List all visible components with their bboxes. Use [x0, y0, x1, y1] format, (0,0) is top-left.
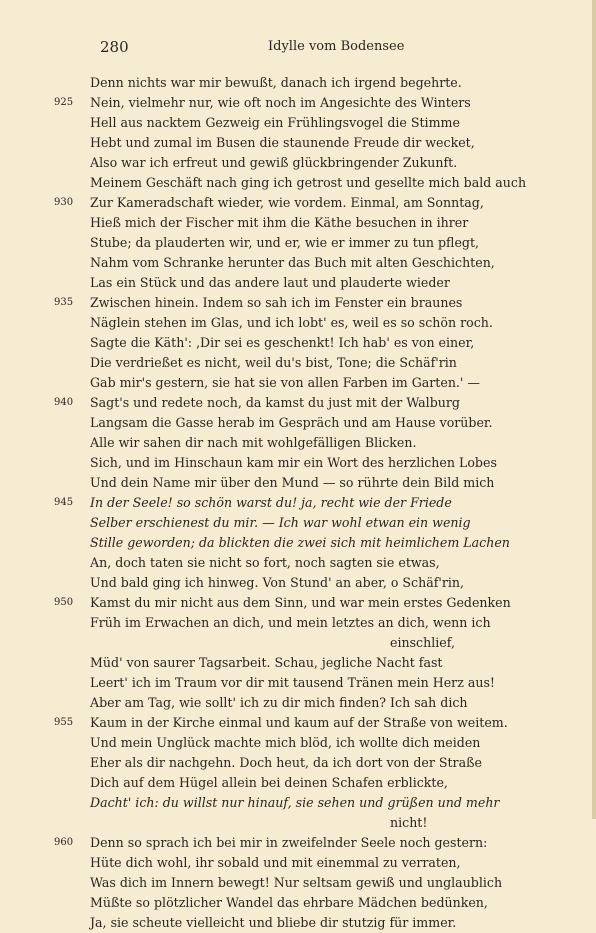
- verse-line: [0, 353, 596, 373]
- line-text: Langsam die Gasse herab im Gespräch und am Hause vorüber.: [90, 415, 493, 430]
- line-text: Sagt's und redete noch, da kamst du just mit der Walburg: [90, 395, 460, 410]
- verse-line: [0, 533, 596, 553]
- verse-line: [0, 733, 596, 753]
- verse-line: [0, 593, 596, 613]
- verse-line: [0, 453, 596, 473]
- verse-line: [0, 793, 596, 813]
- verse-line: [0, 773, 596, 793]
- line-text: Sagte die Käth': ‚Dir sei es geschenkt! Ich hab' es von einer,: [90, 335, 475, 350]
- line-text: Nein, vielmehr nur, wie oft noch im Angesichte des Winters: [90, 95, 471, 110]
- verse-line: [0, 393, 596, 413]
- line-text: Hell aus nacktem Gezweig ein Frühlingsvogel die Stimme: [90, 115, 460, 130]
- verse-line: [0, 713, 596, 733]
- line-text: Selber erschienest du mir. — Ich war wohl etwan ein wenig: [90, 515, 471, 530]
- line-text: Also war ich erfreut und gewiß glückbringender Zukunft.: [90, 155, 458, 170]
- verse-line: [0, 333, 596, 353]
- line-text: Hieß mich der Fischer mit ihm die Käthe besuchen in ihrer: [90, 215, 469, 230]
- line-text: Denn nichts war mir bewußt, danach ich irgend begehrte.: [90, 75, 462, 90]
- line-text: Aber am Tag, wie sollt' ich zu dir mich finden? Ich sah dich: [90, 695, 468, 710]
- line-text: einschlief,: [390, 635, 455, 650]
- line-text: Leert' ich im Traum vor dir mit tausend Tränen mein Herz aus!: [90, 675, 495, 690]
- line-number: 960: [54, 837, 74, 848]
- line-text: Sich, und im Hinschaun kam mir ein Wort des herzlichen Lobes: [90, 455, 497, 470]
- verse-line: [0, 813, 596, 833]
- line-text: Zwischen hinein. Indem so sah ich im Fenster ein braunes: [90, 295, 463, 310]
- line-text: Stube; da plauderten wir, und er, wie er immer zu tun pflegt,: [90, 235, 480, 250]
- line-text: Zur Kameradschaft wieder, wie vordem. Einmal, am Sonntag,: [90, 195, 484, 210]
- line-text: Müßte so plötzlicher Wandel das ehrbare Mädchen bedünken,: [90, 895, 488, 910]
- line-number: 950: [54, 597, 74, 608]
- verse-text: [0, 73, 596, 933]
- line-text: Und dein Name mir über den Mund — so rührte dein Bild mich: [90, 475, 495, 490]
- verse-line: [0, 313, 596, 333]
- verse-line: [0, 513, 596, 533]
- verse-line: [0, 833, 596, 853]
- verse-line: [0, 753, 596, 773]
- line-text: Las ein Stück und das andere laut und plauderte wieder: [90, 275, 450, 290]
- verse-line: [0, 273, 596, 293]
- line-number: 925: [54, 97, 74, 108]
- verse-line: [0, 133, 596, 153]
- verse-line: [0, 493, 596, 513]
- verse-line: [0, 433, 596, 453]
- line-text: Meinem Geschäft nach ging ich getrost und gesellte mich bald auch: [90, 175, 527, 190]
- verse-line: [0, 253, 596, 273]
- line-text: Kamst du mir nicht aus dem Sinn, und war mein erstes Gedenken: [90, 595, 511, 610]
- line-text: Dich auf dem Hügel allein bei deinen Schafen erblickte,: [90, 775, 448, 790]
- verse-line: [0, 913, 596, 933]
- line-text: nicht!: [390, 815, 428, 830]
- line-text: Müd' von saurer Tagsarbeit. Schau, jegliche Nacht fast: [90, 655, 443, 670]
- line-text: Ja, sie scheute vielleicht und bliebe dir stutzig für immer.: [90, 915, 457, 930]
- line-text: Früh im Erwachen an dich, und mein letztes an dich, wenn ich: [90, 615, 491, 630]
- verse-line: [0, 613, 596, 633]
- verse-line: [0, 673, 596, 693]
- line-text: Näglein stehen im Glas, und ich lobt' es, weil es so schön roch.: [90, 315, 493, 330]
- line-text: Stille geworden; da blickten die zwei sich mit heimlichem Lachen: [90, 535, 510, 550]
- line-number: 935: [54, 297, 74, 308]
- line-text: Gab mir's gestern, sie hat sie von allen Farben im Garten.' —: [90, 375, 480, 390]
- verse-line: [0, 893, 596, 913]
- verse-line: [0, 633, 596, 653]
- line-text: Und bald ging ich hinweg. Von Stund' an aber, o Schäf'rin,: [90, 575, 464, 590]
- verse-line: [0, 73, 596, 93]
- line-text: Denn so sprach ich bei mir in zweifelnder Seele noch gestern:: [90, 835, 488, 850]
- line-text: Hebt und zumal im Busen die staunende Freude dir wecket,: [90, 135, 475, 150]
- verse-line: [0, 573, 596, 593]
- verse-line: [0, 473, 596, 493]
- verse-line: [0, 213, 596, 233]
- line-text: Hüte dich wohl, ihr sobald und mit einemmal zu verraten,: [90, 855, 461, 870]
- line-number: 930: [54, 197, 74, 208]
- line-text: Kaum in der Kirche einmal und kaum auf der Straße von weitem.: [90, 715, 508, 730]
- verse-line: [0, 873, 596, 893]
- line-number: 945: [54, 497, 74, 508]
- line-number: 940: [54, 397, 74, 408]
- line-text: Alle wir sahen dir nach mit wohlgefälligen Blicken.: [90, 435, 417, 450]
- verse-line: [0, 653, 596, 673]
- page-number: 280: [100, 38, 129, 56]
- page-header: [100, 38, 520, 58]
- line-text: Was dich im Innern bewegt! Nur seltsam gewiß und unglaublich: [90, 875, 503, 890]
- verse-line: [0, 373, 596, 393]
- line-text: Die verdrießet es nicht, weil du's bist, Tone; die Schäf'rin: [90, 355, 457, 370]
- verse-line: [0, 173, 596, 193]
- page-edge: [592, 0, 596, 819]
- line-text: Und mein Unglück machte mich blöd, ich wollte dich meiden: [90, 735, 481, 750]
- running-title: Idylle vom Bodensee: [268, 39, 405, 54]
- verse-line: [0, 193, 596, 213]
- line-text: In der Seele! so schön warst du! ja, recht wie der Friede: [90, 495, 452, 510]
- line-text: Nahm vom Schranke herunter das Buch mit alten Geschichten,: [90, 255, 495, 270]
- verse-line: [0, 553, 596, 573]
- verse-line: [0, 153, 596, 173]
- verse-line: [0, 413, 596, 433]
- line-number: 955: [54, 717, 74, 728]
- line-text: Dacht' ich: du willst nur hinauf, sie sehen und grüßen und mehr: [90, 795, 500, 810]
- verse-line: [0, 853, 596, 873]
- verse-line: [0, 93, 596, 113]
- verse-line: [0, 693, 596, 713]
- verse-line: [0, 293, 596, 313]
- line-text: An, doch taten sie nicht so fort, noch sagten sie etwas,: [90, 555, 440, 570]
- line-text: Eher als dir nachgehn. Doch heut, da ich dort von der Straße: [90, 755, 482, 770]
- verse-line: [0, 233, 596, 253]
- verse-line: [0, 113, 596, 133]
